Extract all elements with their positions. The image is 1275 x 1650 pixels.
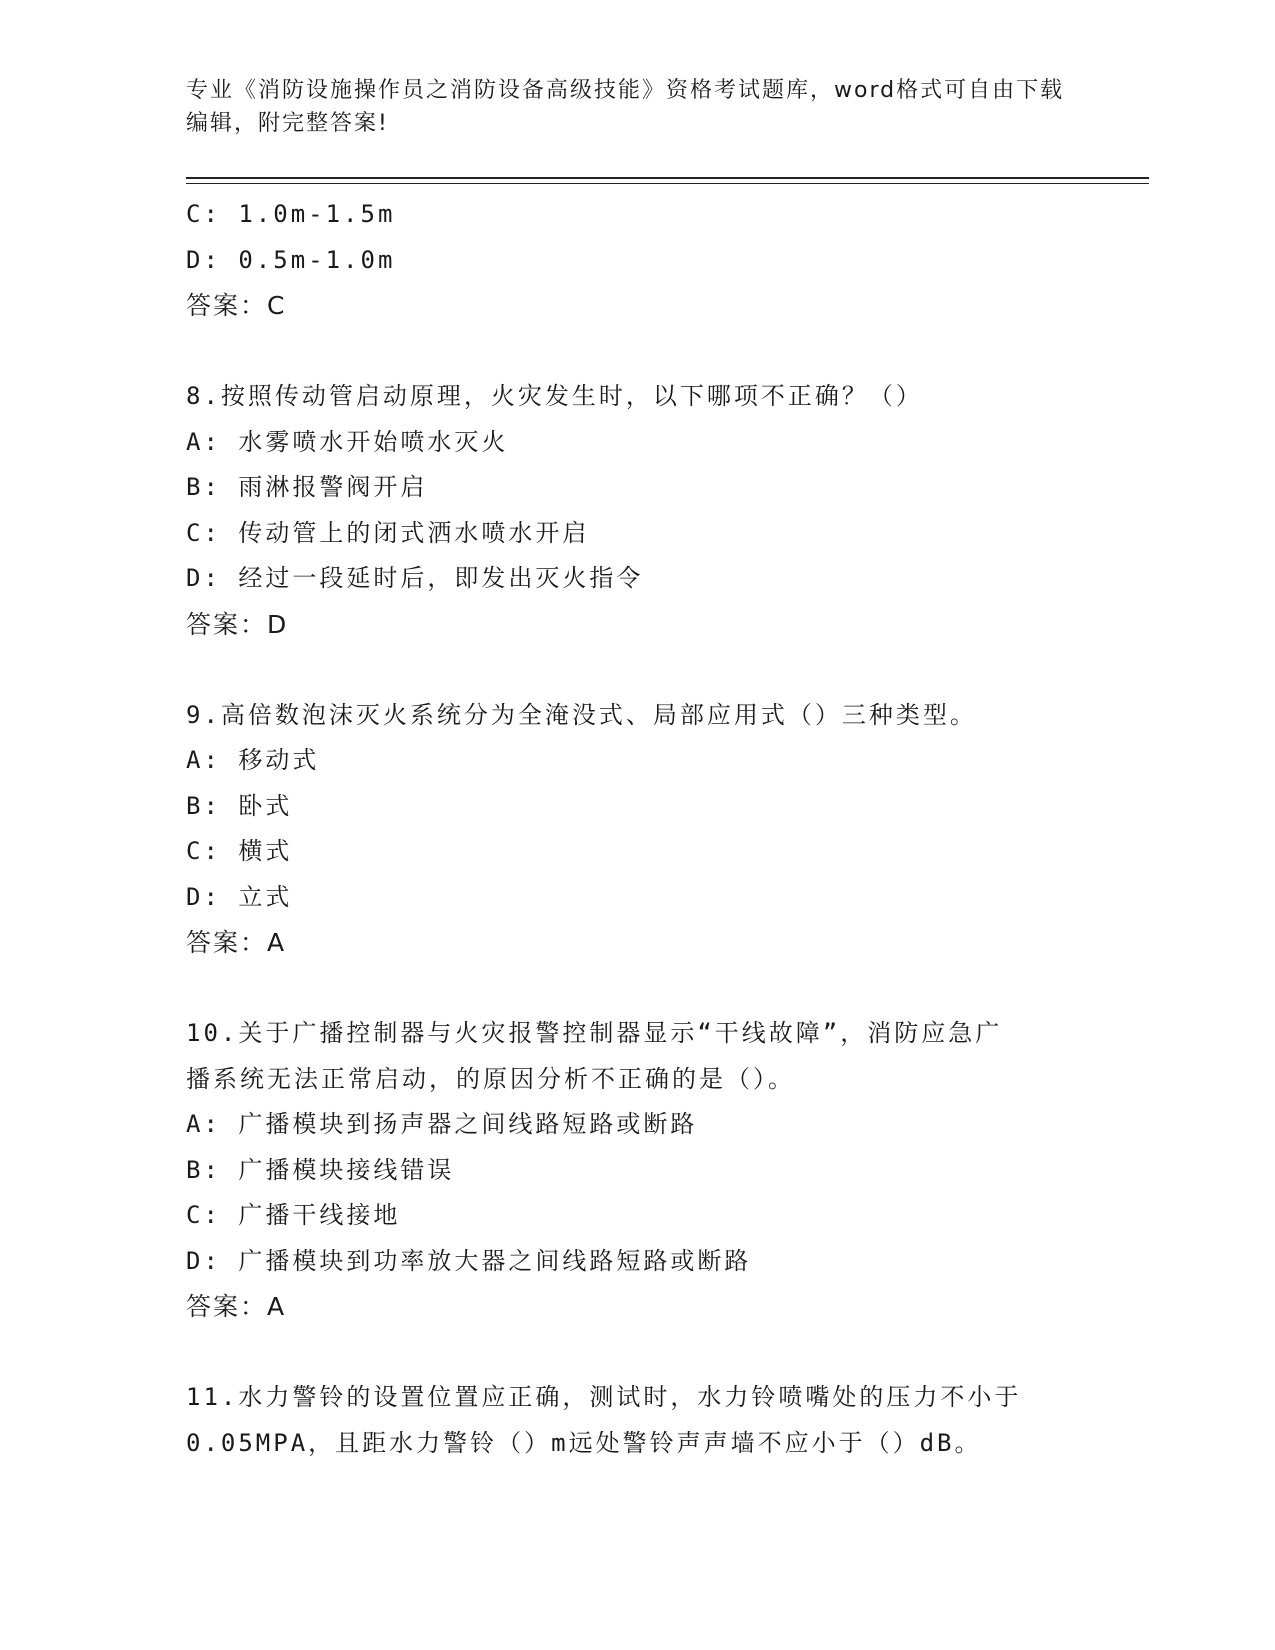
spacer — [186, 647, 1086, 693]
q8-option-b: B: 雨淋报警阀开启 — [186, 473, 428, 501]
q9-option-a: A: 移动式 — [186, 746, 320, 774]
spacer — [186, 966, 1086, 1012]
q11-question-line1: 11.水力警铃的设置位置应正确，测试时，水力铃喷嘴处的压力不小于 — [186, 1383, 1022, 1411]
q10-question-line1: 10.关于广播控制器与火灾报警控制器显示“干线故障”，消防应急广 — [186, 1019, 1003, 1047]
q9-option-c: C: 横式 — [186, 837, 293, 865]
question-list — [186, 192, 1086, 1466]
q8-answer: 答案：D — [186, 609, 289, 639]
q10-option-d: D: 广播模块到功率放大器之间线路短路或断路 — [186, 1246, 752, 1275]
q10-option-b: B: 广播模块接线错误 — [186, 1155, 455, 1184]
q9-option-b: B: 卧式 — [186, 791, 293, 820]
spacer — [186, 329, 1086, 375]
q10-question-line2: 播系统无法正常启动，的原因分析不正确的是（）。 — [186, 1064, 795, 1093]
q9-answer: 答案：A — [186, 928, 287, 957]
spacer — [186, 1330, 1086, 1376]
q9-option-d: D: 立式 — [186, 882, 293, 911]
header-divider-thin — [186, 183, 1149, 184]
q7-option-d: D: 0.5m-1.0m — [186, 245, 396, 274]
q7-option-c: C: 1.0m-1.5m — [186, 200, 396, 228]
q10-answer: 答案：A — [186, 1292, 287, 1321]
q8-option-d: D: 经过一段延时后，即发出灭火指令 — [186, 564, 644, 592]
q10-option-c: C: 广播干线接地 — [186, 1201, 401, 1229]
q9-question: 9.高倍数泡沫灭火系统分为全淹没式、局部应用式（）三种类型。 — [186, 700, 977, 729]
q11-question-line2: 0.05MPA，且距水力警铃（）m远处警铃声声墙不应小于（）dB。 — [186, 1428, 982, 1457]
q8-question: 8.按照传动管启动原理，火灾发生时，以下哪项不正确？（） — [186, 382, 923, 410]
page-header: 专业《消防设施操作员之消防设备高级技能》资格考试题库，word格式可自由下载编辑，附完整答案! — [186, 78, 1065, 136]
header-divider-thick — [186, 177, 1149, 179]
q8-option-c: C: 传动管上的闭式洒水喷水开启 — [186, 518, 590, 547]
q8-option-a: A: 水雾喷水开始喷水灭火 — [186, 427, 509, 456]
q7-answer: 答案：C — [186, 291, 287, 320]
q10-option-a: A: 广播模块到扬声器之间线路短路或断路 — [186, 1110, 698, 1138]
